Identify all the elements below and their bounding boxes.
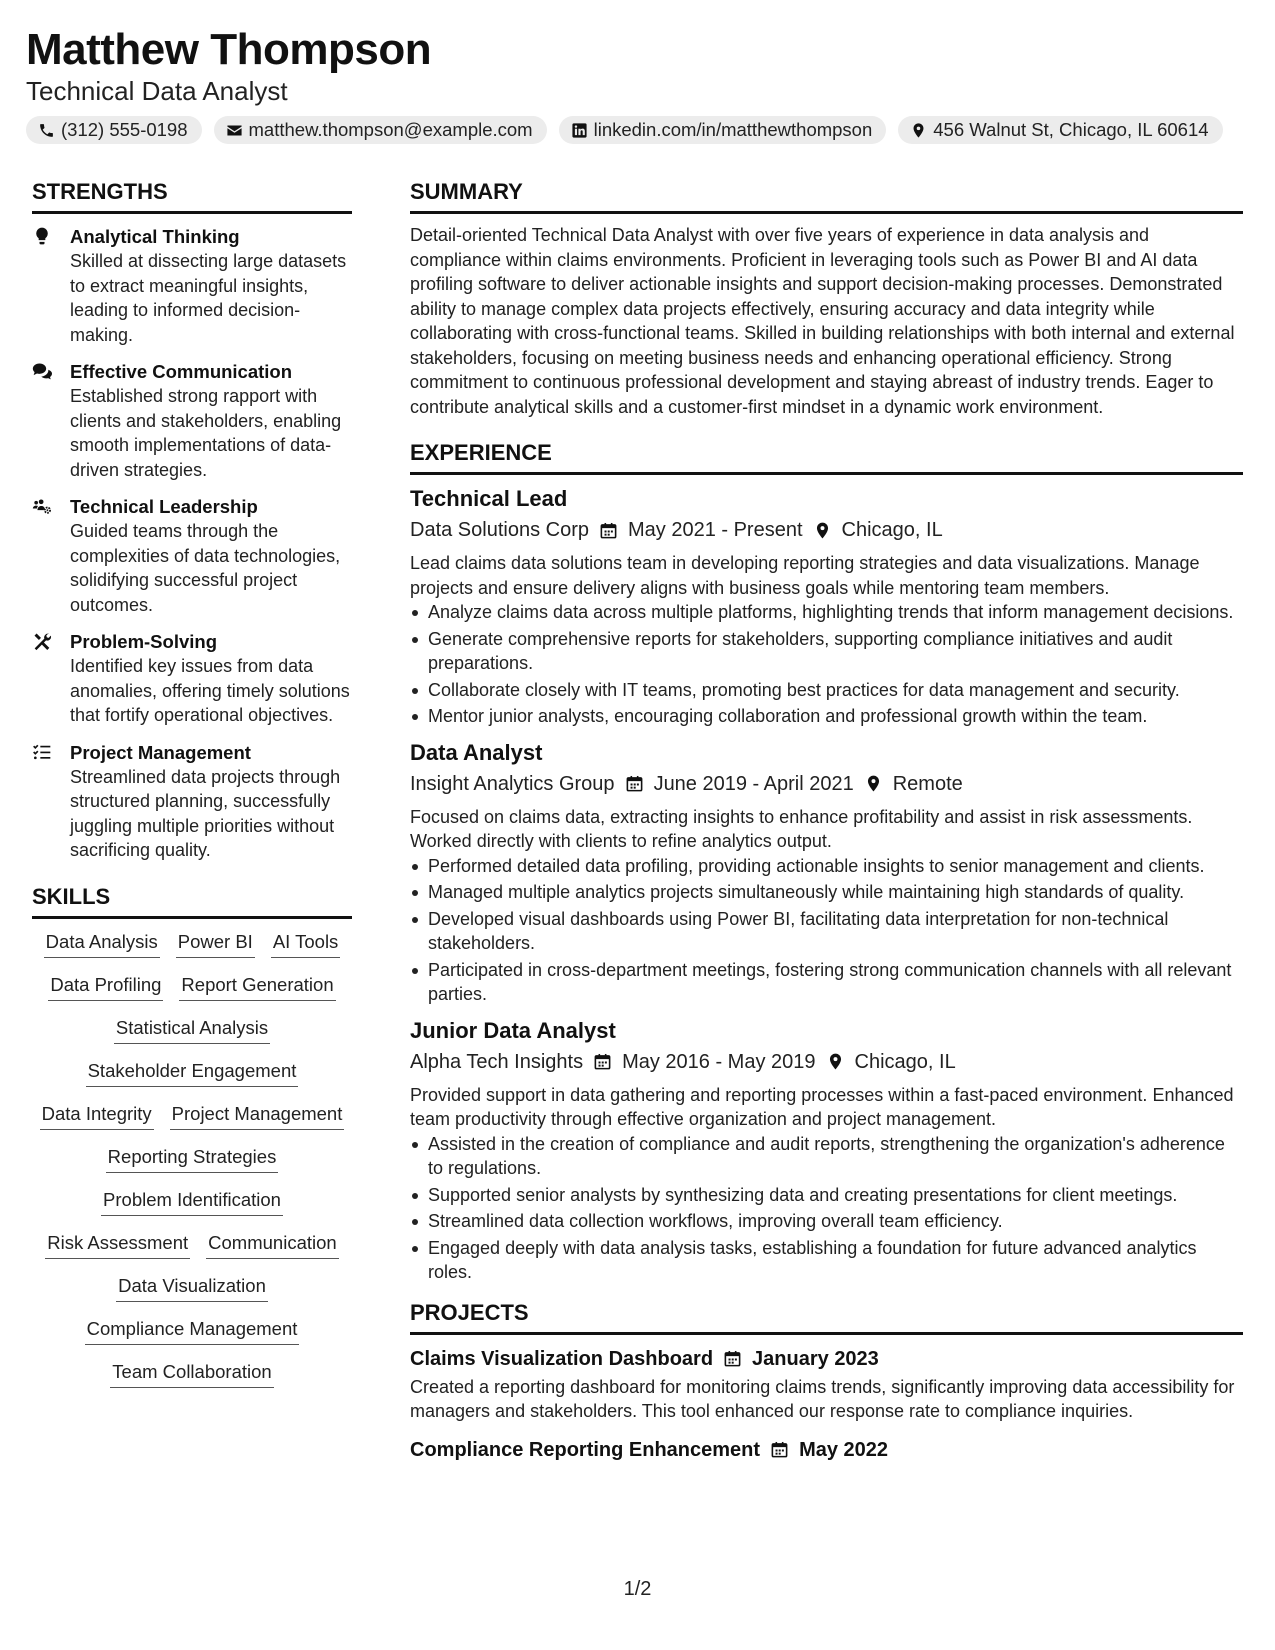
strength-desc: Skilled at dissecting large datasets to extract meaningful insights, leading to informed decision-making. — [70, 251, 347, 345]
strength-desc: Guided teams through the complexities of data technologies, solidifying successful project outcomes. — [70, 521, 341, 615]
company-name: Alpha Tech Insights — [410, 1050, 584, 1073]
job-location: Remote — [892, 772, 963, 795]
project-entry — [410, 1345, 1243, 1424]
job-description: Provided support in data gathering and reporting processes within a fast-paced environment. Enhanced team productivity through effective organization and project management. — [410, 1084, 1234, 1129]
email-contact[interactable] — [214, 116, 547, 144]
phone-contact[interactable] — [26, 116, 202, 144]
linkedin-contact[interactable] — [559, 116, 887, 144]
strength-title: Effective Communication — [70, 361, 293, 382]
project-entry — [410, 1436, 1243, 1464]
calendar-icon — [625, 774, 644, 793]
job-entry — [410, 739, 1243, 1007]
skill-tag: AI Tools — [271, 929, 340, 958]
company-name: Insight Analytics Group — [410, 772, 615, 795]
job-description: Focused on claims data, extracting insights to enhance profitability and assist in risk assessments. Worked directly with clients to refine analytics output. — [410, 806, 1193, 851]
strength-title: Problem-Solving — [70, 631, 217, 652]
calendar-icon — [770, 1440, 789, 1459]
skill-tag: Data Profiling — [48, 972, 163, 1001]
skill-row — [44, 929, 341, 958]
envelope-icon — [226, 122, 243, 139]
skill-tag: Report Generation — [179, 972, 335, 1001]
skill-row — [110, 1359, 273, 1388]
bullet-item: Mentor junior analysts, encouraging collaboration and professional growth within the team. — [410, 704, 1243, 729]
address-contact[interactable] — [898, 116, 1222, 144]
skills-heading: SKILLS — [32, 883, 352, 919]
skill-tag: Problem Identification — [101, 1187, 283, 1216]
bullet-item: Developed visual dashboards using Power BI, facilitating data interpretation for non-technical stakeholders. — [410, 907, 1243, 956]
bullet-item: Analyze claims data across multiple platforms, highlighting trends that inform management decisions. — [410, 600, 1243, 625]
bullet-item: Performed detailed data profiling, providing actionable insights to senior management and clients. — [410, 854, 1243, 879]
strength-title: Analytical Thinking — [70, 226, 240, 247]
job-location: Chicago, IL — [854, 1050, 956, 1073]
skill-tag: Team Collaboration — [110, 1359, 273, 1388]
project-list — [410, 1345, 1243, 1464]
strength-desc: Identified key issues from data anomalies, offering timely solutions that fortify operational objectives. — [70, 656, 350, 725]
resume-header — [26, 24, 1256, 144]
bullet-item: Assisted in the creation of compliance and audit reports, strengthening the organization's adherence to regulations. — [410, 1132, 1243, 1181]
project-description: Created a reporting dashboard for monitoring claims trends, significantly improving data accessibility for managers and stakeholders. This tool enhanced our response rate to compliance inquiries. — [410, 1376, 1235, 1421]
job-dates: June 2019 - April 2021 — [653, 772, 854, 795]
strength-item — [32, 629, 352, 728]
projects-section — [410, 1299, 1243, 1464]
map-pin-icon — [864, 774, 883, 793]
skill-row — [101, 1187, 283, 1216]
left-column — [32, 178, 352, 1388]
list-check-icon — [32, 742, 52, 762]
bullet-item: Streamlined data collection workflows, improving overall team efficiency. — [410, 1209, 1243, 1234]
contact-bar — [26, 116, 1256, 144]
job-title: Junior Data Analyst — [410, 1017, 616, 1043]
projects-heading: PROJECTS — [410, 1299, 1243, 1335]
linkedin-icon — [571, 122, 588, 139]
skill-tag: Compliance Management — [85, 1316, 300, 1345]
skill-tag: Stakeholder Engagement — [86, 1058, 299, 1087]
bullet-item: Engaged deeply with data analysis tasks, establishing a foundation for future advanced analytics roles. — [410, 1236, 1243, 1285]
skill-tag: Reporting Strategies — [106, 1144, 279, 1173]
project-header — [410, 1345, 1243, 1373]
strength-item — [32, 359, 352, 482]
job-bullets — [410, 600, 1243, 729]
skill-tag: Data Analysis — [44, 929, 160, 958]
skill-tag: Communication — [206, 1230, 339, 1259]
strength-item — [32, 224, 352, 347]
job-list — [410, 485, 1243, 1285]
page-number: 1/2 — [623, 1578, 652, 1600]
skill-row — [116, 1273, 268, 1302]
strength-desc: Streamlined data projects through structured planning, successfully juggling multiple priorities without sacrificing quality. — [70, 766, 341, 860]
job-title: Technical Lead — [410, 486, 568, 511]
job-dates: May 2021 - Present — [627, 519, 803, 541]
linkedin-text: linkedin.com/in/matthewthompson — [593, 119, 873, 140]
calendar-icon — [723, 1349, 742, 1368]
project-title: Claims Visualization Dashboard — [410, 1347, 714, 1370]
job-location: Chicago, IL — [841, 519, 943, 541]
map-pin-icon — [826, 1052, 845, 1071]
comments-icon — [32, 361, 52, 381]
phone-text: (312) 555-0198 — [61, 119, 188, 140]
strength-title: Technical Leadership — [70, 496, 258, 517]
candidate-title: Technical Data Analyst — [26, 76, 288, 106]
job-bullets — [410, 854, 1243, 1007]
job-meta — [410, 515, 1243, 545]
candidate-name: Matthew Thompson — [26, 25, 432, 74]
job-title: Data Analyst — [410, 739, 543, 765]
experience-section — [410, 439, 1243, 1285]
skill-row — [106, 1144, 279, 1173]
lightbulb-icon — [32, 226, 52, 246]
experience-heading: EXPERIENCE — [410, 439, 1243, 475]
job-entry — [410, 485, 1243, 729]
users-cog-icon — [32, 496, 52, 516]
skill-tag: Data Visualization — [116, 1273, 268, 1302]
email-text: matthew.thompson@example.com — [248, 119, 533, 140]
bullet-item: Supported senior analysts by synthesizing data and creating presentations for client meetings. — [410, 1183, 1243, 1208]
skills-section — [32, 883, 352, 1388]
job-bullets — [410, 1132, 1243, 1285]
tools-icon — [32, 631, 52, 651]
phone-icon — [38, 122, 55, 139]
strength-title: Project Management — [70, 741, 251, 763]
bullet-item: Managed multiple analytics projects simultaneously while maintaining high standards of quality. — [410, 880, 1243, 905]
strength-desc: Established strong rapport with clients and stakeholders, enabling smooth implementations of data-driven strategies. — [70, 386, 342, 480]
skill-tag: Project Management — [170, 1101, 345, 1130]
skill-row — [48, 972, 335, 1001]
calendar-icon — [593, 1052, 612, 1071]
project-title: Compliance Reporting Enhancement — [410, 1438, 761, 1461]
job-description: Lead claims data solutions team in developing reporting strategies and data visualizations. Manage projects and ensure delivery aligns with business goals while mentoring team members. — [410, 553, 1200, 598]
skill-row — [85, 1316, 300, 1345]
job-meta — [410, 1047, 1243, 1077]
project-date: May 2022 — [799, 1438, 889, 1461]
right-column — [410, 178, 1243, 1476]
skill-row — [86, 1058, 299, 1087]
skill-tag: Statistical Analysis — [114, 1015, 270, 1044]
bullet-item: Collaborate closely with IT teams, promoting best practices for data management and security. — [410, 678, 1243, 703]
skills-list — [32, 929, 352, 1388]
summary-text: Detail-oriented Technical Data Analyst with over five years of experience in data analysis and compliance within claims environments. Proficient in leveraging tools such as Power BI and AI data profiling software to deliver actionable insights and support decision-making processes. Demonstrated ability to manage complex data projects effectively, ensuring accuracy and data integrity while collaborating with cross-functional teams. Skilled in building relationships with both internal and external stakeholders, focusing on meeting business needs and enhancing operational efficiency. Strong commitment to continuous professional development and staying abreast of industry trends. Eager to contribute analytical skills and a customer-first mindset in a dynamic work environment. — [410, 225, 1235, 417]
skill-row — [40, 1101, 345, 1130]
job-dates: May 2016 - May 2019 — [622, 1050, 816, 1073]
skill-tag: Risk Assessment — [45, 1230, 190, 1259]
project-header — [410, 1436, 1243, 1464]
map-pin-icon — [910, 122, 927, 139]
strength-item — [32, 740, 352, 863]
company-name: Data Solutions Corp — [410, 519, 589, 541]
summary-heading: SUMMARY — [410, 178, 1243, 214]
job-entry — [410, 1017, 1243, 1285]
bullet-item: Participated in cross-department meetings, fostering strong communication channels with all relevant parties. — [410, 958, 1243, 1007]
strengths-heading: STRENGTHS — [32, 178, 352, 214]
skill-tag: Power BI — [176, 929, 255, 958]
address-text: 456 Walnut St, Chicago, IL 60614 — [933, 119, 1209, 140]
bullet-item: Generate comprehensive reports for stakeholders, supporting compliance initiatives and audit preparations. — [410, 627, 1243, 676]
map-pin-icon — [813, 521, 832, 540]
project-date: January 2023 — [752, 1347, 879, 1370]
skill-tag: Data Integrity — [40, 1101, 154, 1130]
job-meta — [410, 769, 1243, 799]
strength-item — [32, 494, 352, 617]
skill-row — [114, 1015, 270, 1044]
skill-row — [45, 1230, 338, 1259]
calendar-icon — [599, 521, 618, 540]
